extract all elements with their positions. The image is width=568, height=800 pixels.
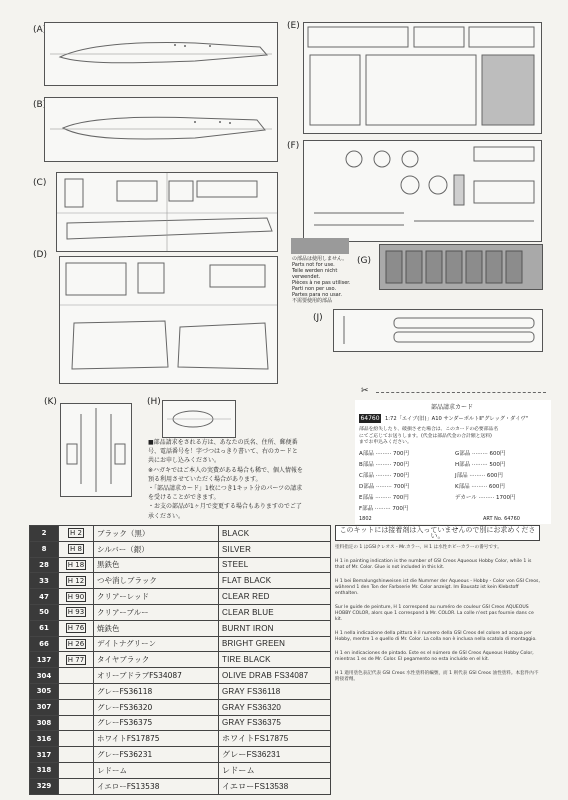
sprue-j — [333, 309, 543, 352]
order-item[interactable]: デカール ········· 1700円 — [455, 495, 516, 501]
notice-line: ※ハガキではご本人の実費がある場合も稀で、個人情報を — [148, 466, 303, 474]
unused-parts-swatch — [291, 238, 349, 254]
paint-hobby-code — [59, 620, 94, 636]
sprue-k — [60, 403, 132, 497]
intro-line: までお申込みください。 — [359, 440, 412, 445]
sprue-label-j: (J) — [313, 313, 323, 323]
order-item[interactable]: A部品 ········· 700円 — [359, 451, 409, 457]
paint-name-en: FLAT BLACK — [219, 573, 331, 589]
hobby-code-box: H 26 — [67, 639, 85, 648]
order-item[interactable]: C部品 ········· 700円 — [359, 473, 410, 479]
unused-parts-line: Pièces à ne pas utiliser. — [292, 280, 351, 286]
paint-hobby-code — [59, 731, 94, 747]
paint-name-jp: イエローFS13538 — [94, 778, 219, 794]
sprue-h-canopy-drawing — [163, 401, 235, 437]
order-item-label: H部品 — [455, 462, 471, 468]
unused-parts-line: の部品は使用しません。 — [292, 256, 348, 262]
paint-number: 137 — [30, 652, 59, 668]
scissors-icon: ✂ — [361, 386, 369, 396]
paint-row — [30, 636, 331, 652]
paint-name-jp: タイヤブラック — [94, 652, 219, 668]
paint-hobby-code — [59, 541, 94, 557]
paint-hobby-code — [59, 526, 94, 542]
paint-name-en: TIRE BLACK — [219, 652, 331, 668]
paint-number: 50 — [30, 604, 59, 620]
paint-number: 329 — [30, 778, 59, 794]
sprue-label-k: (K) — [44, 397, 57, 407]
cut-line — [376, 392, 546, 393]
paint-row — [30, 683, 331, 699]
glue-notice: このキットには接着剤は入っていませんので別にお求めください。 — [335, 525, 540, 541]
order-item[interactable]: B部品 ········· 700円 — [359, 462, 410, 468]
unused-parts-line: 不需要使用的部品 — [292, 298, 333, 304]
note-paragraph: H 1 nella indicazione della pittura è il numero della GSI Creos del colore ad acqua per Hobby, mentre 1 e quello di Mr. Color. La colla non è inclusa nella scatola di montaggio. — [335, 631, 537, 642]
paint-row — [30, 747, 331, 763]
paint-name-en: レドーム — [219, 762, 331, 778]
paint-name-en: グレーFS36231 — [219, 747, 331, 763]
paint-name-jp: クリアーレッド — [94, 589, 219, 605]
paint-row — [30, 715, 331, 731]
paint-color-table — [29, 525, 331, 795]
sprue-a-fuselage-drawing — [45, 23, 277, 85]
paint-name-jp: シルバー（銀） — [94, 541, 219, 557]
paint-number: 66 — [30, 636, 59, 652]
paint-number: 8 — [30, 541, 59, 557]
paint-name-jp: クリアーブルー — [94, 604, 219, 620]
notice-line: 号、電話番号を！字づつはっきり書いて、右のカードと — [148, 448, 298, 456]
paint-number: 308 — [30, 715, 59, 731]
unused-parts-line: Parts not for use. — [292, 262, 335, 268]
note-paragraph: H 1 in painting indication is the number of GSI Creos Aqueous Hobby Color, while 1 is that of Mr. Color. Glue is not included in this kit. — [335, 559, 532, 570]
paint-number: 304 — [30, 668, 59, 684]
notice-line: ・お支の部品が1ヶ月で変更する場合もありますのでご了 — [148, 503, 302, 511]
order-item[interactable]: J部品 ········· 600円 — [455, 473, 503, 479]
paint-name-jp: 黒鉄色 — [94, 557, 219, 573]
order-item[interactable]: H部品 ········· 500円 — [455, 462, 506, 468]
order-item-label: B部品 — [359, 462, 374, 468]
paint-hobby-code — [59, 573, 94, 589]
parts-order-notice — [148, 438, 353, 521]
order-item-label: A部品 — [359, 451, 374, 457]
paint-name-jp: デイトナグリーン — [94, 636, 219, 652]
note-paragraph: H 1 bei Bemalungshinweisen ist die Nummer der Aqueous - Hobby - Color von GSI Creos, während 1 den Ton der Farbserie Mr. Color anzeigt. Im Bausatz ist kein Klebstoff enthalten. — [335, 579, 540, 596]
paint-name-en: GRAY FS36375 — [219, 715, 331, 731]
order-item-label: E部品 — [359, 495, 374, 501]
notice-line: を受けることができます。 — [148, 494, 220, 502]
sprue-j-drawing — [334, 310, 542, 351]
sprue-b-fuselage-drawing — [45, 98, 277, 161]
paint-name-jp: グレーFS36320 — [94, 699, 219, 715]
paint-row — [30, 668, 331, 684]
paint-name-en: OLIVE DRAB FS34087 — [219, 668, 331, 684]
hobby-code-box: H 76 — [67, 624, 85, 633]
order-item-label: D部品 — [359, 484, 375, 490]
order-item-price: 600円 — [488, 484, 505, 490]
parts-order-card — [355, 400, 551, 524]
sprue-label-b: (B — [33, 100, 43, 110]
paint-name-en: BURNT IRON — [219, 620, 331, 636]
paint-hobby-code — [59, 699, 94, 715]
paint-name-jp: レドーム — [94, 762, 219, 778]
paint-number: 2 — [30, 526, 59, 542]
unused-parts-line: Parti non per uso. — [292, 286, 337, 292]
paint-notes — [335, 525, 540, 691]
hobby-code-box: H 93 — [67, 608, 85, 617]
order-item-label: デカール — [455, 495, 477, 501]
paint-row — [30, 699, 331, 715]
paint-row — [30, 778, 331, 794]
sprue-e-parts-drawing — [304, 23, 541, 133]
paint-number: 316 — [30, 731, 59, 747]
order-item-label: C部品 — [359, 473, 374, 479]
paint-hobby-code — [59, 683, 94, 699]
order-item-label: G部品 — [455, 451, 471, 457]
paint-hobby-code — [59, 715, 94, 731]
paint-hobby-code — [59, 652, 94, 668]
paint-name-jp: グレーFS36375 — [94, 715, 219, 731]
notice-line: 承ください。 — [148, 512, 185, 520]
paint-row — [30, 731, 331, 747]
sprue-g-drawing — [380, 245, 542, 289]
sprue-label-g: (G) — [357, 256, 372, 266]
paint-row — [30, 652, 331, 668]
paint-row — [30, 589, 331, 605]
order-card-intro — [359, 427, 498, 447]
paint-hobby-code — [59, 604, 94, 620]
paint-name-en: CLEAR BLUE — [219, 604, 331, 620]
sprue-label-f: (F) — [287, 141, 300, 151]
paint-name-en: STEEL — [219, 557, 331, 573]
order-item-price: 1700円 — [496, 495, 516, 501]
paint-name-jp: ブラック（黒） — [94, 526, 219, 542]
order-item-price: 500円 — [489, 462, 506, 468]
paint-hobby-code — [59, 636, 94, 652]
order-item[interactable]: D部品 ········· 700円 — [359, 484, 410, 490]
order-item-price: 700円 — [393, 484, 410, 490]
paint-hobby-code — [59, 589, 94, 605]
sprue-d — [59, 256, 278, 384]
order-item-label: F部品 — [359, 506, 374, 512]
sprue-f — [303, 140, 542, 242]
sprue-c — [56, 172, 278, 252]
sprue-e — [303, 22, 542, 134]
order-item-price: 700円 — [393, 462, 410, 468]
paint-name-jp: オリーブドラブFS34087 — [94, 668, 219, 684]
paint-name-jp: つや消しブラック — [94, 573, 219, 589]
paint-number: 318 — [30, 762, 59, 778]
paint-number: 47 — [30, 589, 59, 605]
paint-hobby-code — [59, 762, 94, 778]
hobby-code-box: H 8 — [70, 545, 82, 554]
paint-hobby-code — [59, 778, 94, 794]
paint-name-en: イエローFS13538 — [219, 778, 331, 794]
paint-number: 317 — [30, 747, 59, 763]
paint-row — [30, 604, 331, 620]
order-item[interactable]: K部品 ········· 600円 — [455, 484, 505, 490]
sprue-label-c: (C) — [33, 178, 47, 188]
sprue-label-e: (E) — [287, 21, 300, 31]
hobby-code-box: H 90 — [67, 592, 85, 601]
paint-name-en: GRAY FS36320 — [219, 699, 331, 715]
paint-number: 305 — [30, 683, 59, 699]
sprue-c-wing-drawing — [57, 173, 277, 251]
hobby-code-box: H 18 — [67, 560, 85, 569]
note-paragraph: H 1 en indicaciones de pintado. Este es el número de GSI Creos Aqueous Hobby Color, mientras 1 es de Mr. Color. El pegamento no esta incluido en el kit. — [335, 651, 534, 662]
sprue-label-a: (A — [33, 25, 43, 35]
paint-number: 307 — [30, 699, 59, 715]
sprue-d-wing-drawing — [60, 257, 277, 383]
paint-name-jp: グレーFS36118 — [94, 683, 219, 699]
order-item-price: 700円 — [393, 473, 410, 479]
order-item-label: J部品 — [455, 473, 468, 479]
sprue-k-drawing — [61, 404, 131, 496]
paint-row — [30, 762, 331, 778]
notice-line: ■部品請求をされる方は、あなたの氏名、住所、郵便番 — [148, 439, 298, 446]
paint-name-en: CLEAR RED — [219, 589, 331, 605]
sprue-a — [44, 22, 278, 86]
sprue-g — [379, 244, 543, 290]
paint-number: 61 — [30, 620, 59, 636]
paint-name-en: SILVER — [219, 541, 331, 557]
sprue-f-parts-drawing — [304, 141, 541, 241]
note-paragraph: 塗料指定の 1 はGSIクレオス・Mr.カラー、H 1 は水性ホビーカラーの番号です。 — [335, 545, 502, 550]
order-item-price: 600円 — [486, 473, 503, 479]
paint-row — [30, 541, 331, 557]
notice-line: 共にお申し込みください。 — [148, 457, 221, 465]
paint-name-jp: ホワイトFS17875 — [94, 731, 219, 747]
paint-hobby-code — [59, 668, 94, 684]
paint-row — [30, 557, 331, 573]
paint-name-jp: 焼鉄色 — [94, 620, 219, 636]
order-card-footer-code: 1802 — [359, 516, 372, 522]
paint-row — [30, 620, 331, 636]
product-code-badge: 64760 — [360, 415, 380, 422]
hobby-code-box: H 77 — [67, 655, 85, 664]
paint-name-en: BRIGHT GREEN — [219, 636, 331, 652]
paint-number: 33 — [30, 573, 59, 589]
order-item[interactable]: G部品 ········· 600円 — [455, 451, 506, 457]
sprue-label-h: (H) — [147, 397, 161, 407]
paint-name-jp: グレーFS36231 — [94, 747, 219, 763]
paint-hobby-code — [59, 747, 94, 763]
paint-name-en: GRAY FS36118 — [219, 683, 331, 699]
intro-line: にてご応じてお送りします。(代金は部品代金の合計額と送料) — [359, 433, 492, 439]
order-card-title: 部品請求カード — [430, 404, 473, 411]
unused-parts-line: Partes para no usar. — [292, 292, 342, 298]
sprue-b — [44, 97, 278, 162]
order-card-art-no: ART No. 64760 — [483, 516, 520, 522]
order-item[interactable]: F部品 ········· 700円 — [359, 506, 409, 512]
order-item-price: 700円 — [393, 451, 409, 457]
paint-row — [30, 526, 331, 542]
note-paragraph: H 1 適用塗色表記代表 GSI Creos 水性塗料的編號，而 1 則代表 GSI Creos 油性塗料。本套件內不附接着劑。 — [335, 671, 539, 682]
note-paragraph: Sur le guide de peinture, H 1 correspond au numéro de couleur GSI Creos AQUEOUS HOBBY COLOR, alors que 1 correspond à Mr. COLOR. La colle n'est pas fournie dans ce kit. — [335, 605, 534, 622]
notice-line: ・「部品請求カード」1枚につき1キット分のパーツの請求 — [148, 485, 303, 493]
paint-row — [30, 573, 331, 589]
product-name: 1:72「エイブ(旧)」A10 サンダーボルトⅡ"グレッグ・ダイヴ" — [385, 416, 528, 422]
unused-parts-line: Teile werden nicht verwendet. — [292, 268, 338, 280]
paint-hobby-code — [59, 557, 94, 573]
hobby-code-box: H 2 — [70, 529, 82, 538]
order-item[interactable]: E部品 ········· 700円 — [359, 495, 409, 501]
intro-line: 部品を紛失したり、破損させた場合は、このカードの必要部品名 — [359, 427, 499, 432]
order-item-label: K部品 — [455, 484, 470, 490]
paint-name-en: ホワイトFS17875 — [219, 731, 331, 747]
notice-line: 預る利用させていただく場合があります。 — [148, 475, 262, 483]
order-item-price: 700円 — [392, 495, 409, 501]
hobby-code-box: H 12 — [67, 576, 85, 585]
sprue-h — [162, 400, 236, 438]
paint-name-en: BLACK — [219, 526, 331, 542]
sprue-label-d: (D) — [33, 250, 47, 260]
order-item-price: 600円 — [489, 451, 506, 457]
paint-number: 28 — [30, 557, 59, 573]
order-item-price: 700円 — [392, 506, 409, 512]
unused-parts-legend — [292, 256, 362, 304]
